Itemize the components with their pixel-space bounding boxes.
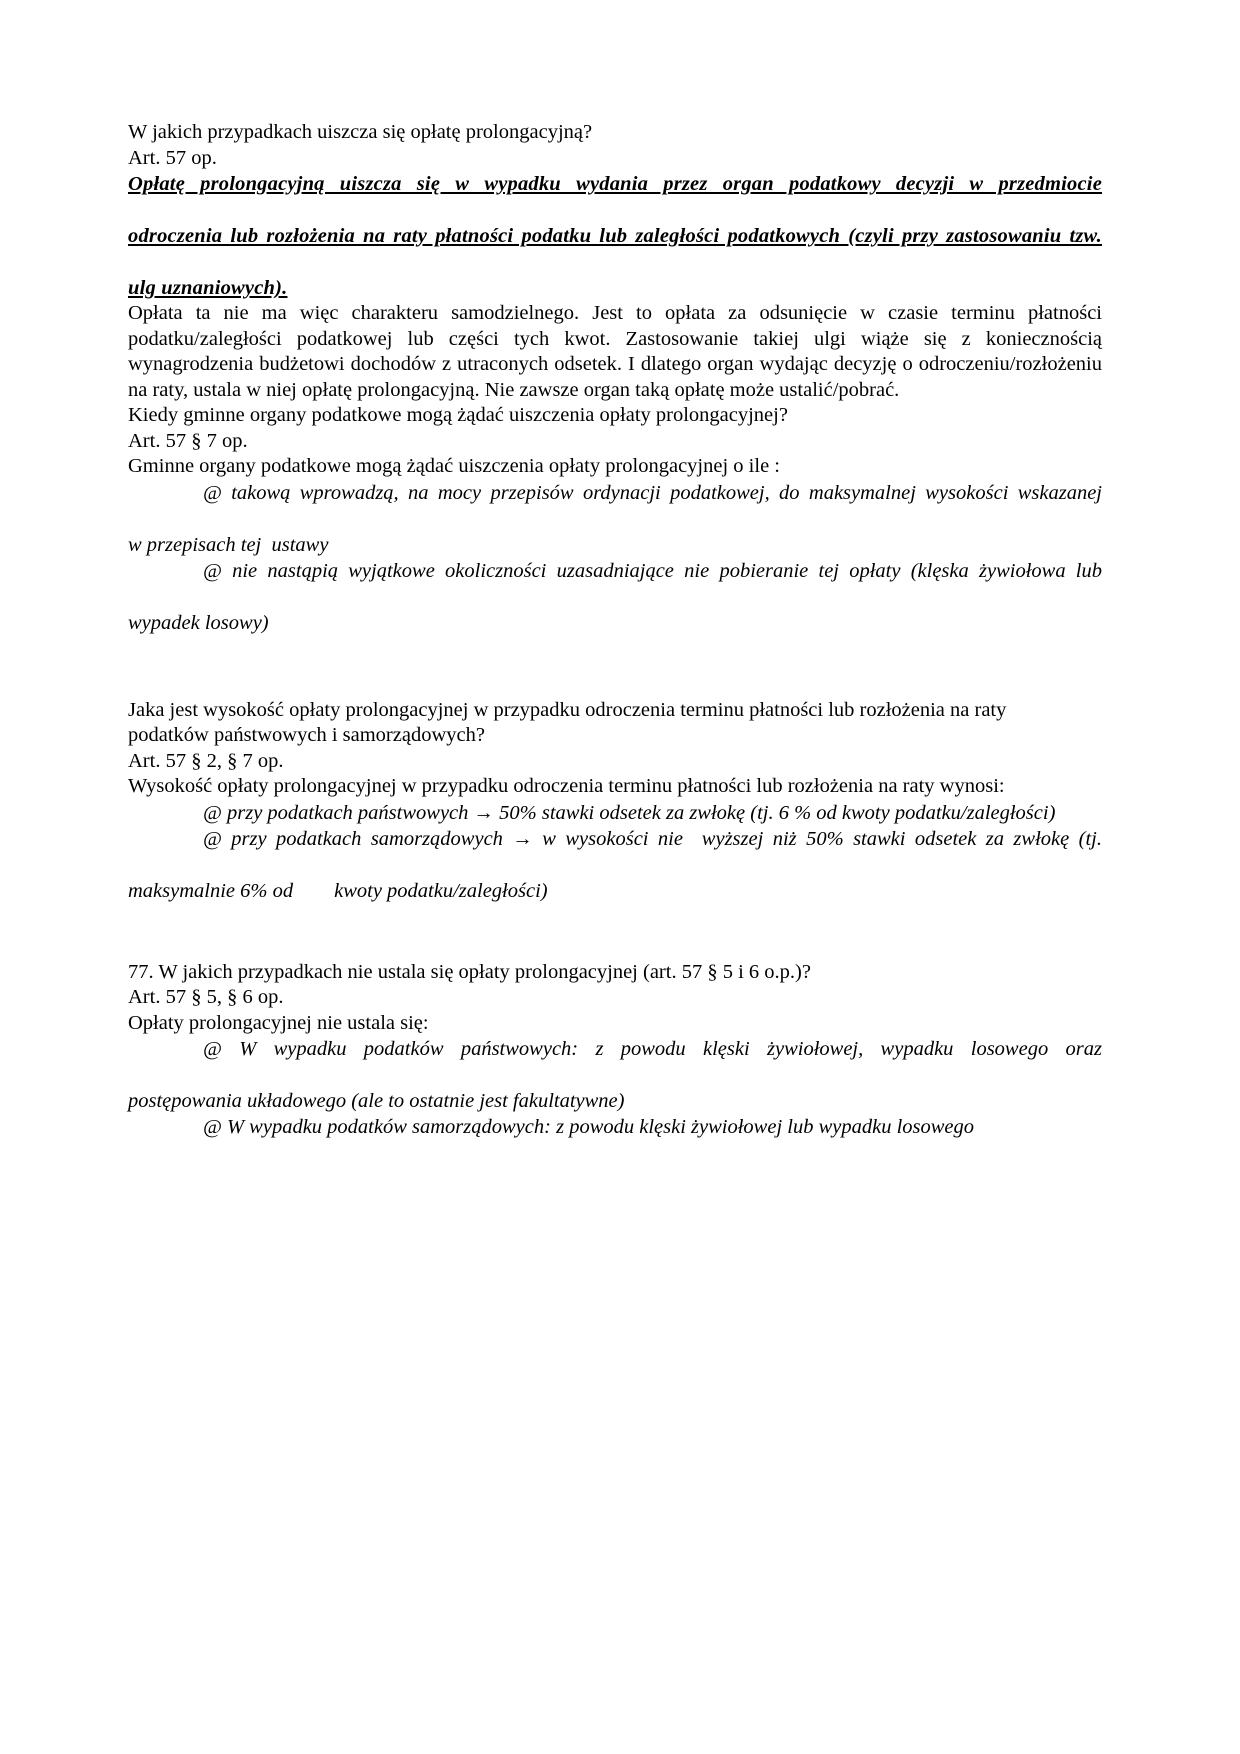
bullet-text-after-arrow: w wysokości nie wyższej niż 50% stawki odsetek za zwłokę (tj. [532, 827, 1102, 850]
bullet-marker: @ [203, 481, 222, 504]
section-1-question: W jakich przypadkach uiszcza się opłatę prolongacyjną? [128, 121, 593, 143]
bullet-line-continuation: wypadek losowy) [128, 611, 269, 634]
section-2 [128, 403, 1102, 636]
section-2-bullet-2 [128, 558, 1102, 636]
section-1 [128, 120, 1102, 403]
section-4-bullet-2 [128, 1114, 1102, 1140]
bullet-line [128, 1114, 1102, 1140]
bullet-marker: @ [203, 559, 222, 582]
bullet-line-continuation: postępowania układowego (ale to ostatnie jest fakultatywne) [128, 1090, 625, 1112]
section-1-emphasis-block [128, 171, 1102, 301]
section-4 [128, 960, 1102, 1141]
section-spacer [128, 904, 1102, 960]
bullet-text: takową wprowadzą, na mocy przepisów ordynacji podatkowej, do maksymalnej wysokości wskazanej [231, 481, 1102, 504]
section-3-lead: Wysokość opłaty prolongacyjnej w przypadku odroczenia terminu płatności lub rozłożenia na raty wynosi: [128, 775, 1005, 797]
section-3-bullet-1 [128, 800, 1102, 826]
bullet-marker: @ [203, 1116, 222, 1138]
right-arrow-icon: → [512, 827, 533, 850]
section-3-article: Art. 57 § 2, § 7 op. [128, 749, 284, 772]
bullet-line [128, 480, 1102, 532]
bullet-text-before-arrow: przy podatkach państwowych [226, 801, 474, 824]
bullet-line [128, 1036, 1102, 1088]
section-3-question-line-1: Jaka jest wysokość opłaty prolongacyjnej w przypadku odroczenia terminu płatności lub rozłożenia na raty [128, 698, 1007, 721]
emphasis-line-2: odroczenia lub rozłożenia na raty płatności podatku lub zaległości podatkowych (czyli przy zastosowaniu tzw. [128, 225, 1102, 247]
bullet-line [128, 558, 1102, 610]
section-4-article: Art. 57 § 5, § 6 op. [128, 986, 284, 1008]
bullet-marker: @ [203, 827, 222, 850]
section-3-question-line-2: podatków państwowych i samorządowych? [128, 724, 485, 746]
section-4-bullet-1 [128, 1036, 1102, 1114]
bullet-text-after-arrow: 50% stawki odsetek za zwłokę (tj. 6 % od kwoty podatku/zaległości) [494, 801, 1056, 824]
bullet-text-before-arrow: przy podatkach samorządowych [231, 827, 513, 850]
emphasis-line-3: ulg uznaniowych). [128, 277, 288, 299]
section-1-paragraph: Opłata ta nie ma więc charakteru samodzielnego. Jest to opłata za odsunięcie w czasie terminu płatności podatku/zaległości podatkowej lub części tych kwot. Zastosowanie takiej ulgi wiąże się z koniecznością wynagrodzenia budżetowi dochodów z utraconych odsetek. I dlatego organ wydając decyzję o odroczeniu/rozłożeniu na raty, ustala w niej opłatę prolongacyjną. Nie zawsze organ taką opłatę może ustalić/pobrać. [128, 302, 1102, 401]
bullet-text: W wypadku podatków samorządowych: z powodu klęski żywiołowej lub wypadku losowego [226, 1116, 975, 1138]
bullet-text: nie nastąpią wyjątkowe okoliczności uzasadniające nie pobieranie tej opłaty (klęska żywiołowa lub [232, 559, 1103, 582]
section-1-article: Art. 57 op. [128, 146, 217, 169]
bullet-line-continuation: w przepisach tej ustawy [128, 533, 329, 556]
section-spacer [128, 636, 1102, 698]
section-4-lead: Opłaty prolongacyjnej nie ustala się: [128, 1011, 429, 1034]
section-3-bullet-2-continuation: maksymalnie 6% od kwoty podatku/zaległości) [128, 879, 548, 902]
bullet-marker: @ [203, 1038, 222, 1060]
section-3 [128, 698, 1102, 904]
section-2-question: Kiedy gminne organy podatkowe mogą żądać uiszczenia opłaty prolongacyjnej? [128, 404, 788, 426]
bullet-marker: @ [203, 801, 222, 824]
section-2-lead: Gminne organy podatkowe mogą żądać uiszczenia opłaty prolongacyjnej o ile : [128, 455, 780, 477]
document-body [128, 120, 1102, 1140]
bullet-text: W wypadku podatków państwowych: z powodu klęski żywiołowej, wypadku losowego oraz [239, 1038, 1102, 1060]
section-3-bullet-2 [128, 826, 1102, 878]
section-2-article: Art. 57 § 7 op. [128, 429, 248, 452]
section-2-bullet-1 [128, 480, 1102, 558]
emphasis-line-1: Opłatę prolongacyjną uiszcza się w wypadku wydania przez organ podatkowy decyzji w przedmiocie [128, 173, 1102, 195]
section-4-question: 77. W jakich przypadkach nie ustala się opłaty prolongacyjnej (art. 57 § 5 i 6 o.p.)? [128, 960, 811, 983]
right-arrow-icon: → [473, 801, 495, 824]
